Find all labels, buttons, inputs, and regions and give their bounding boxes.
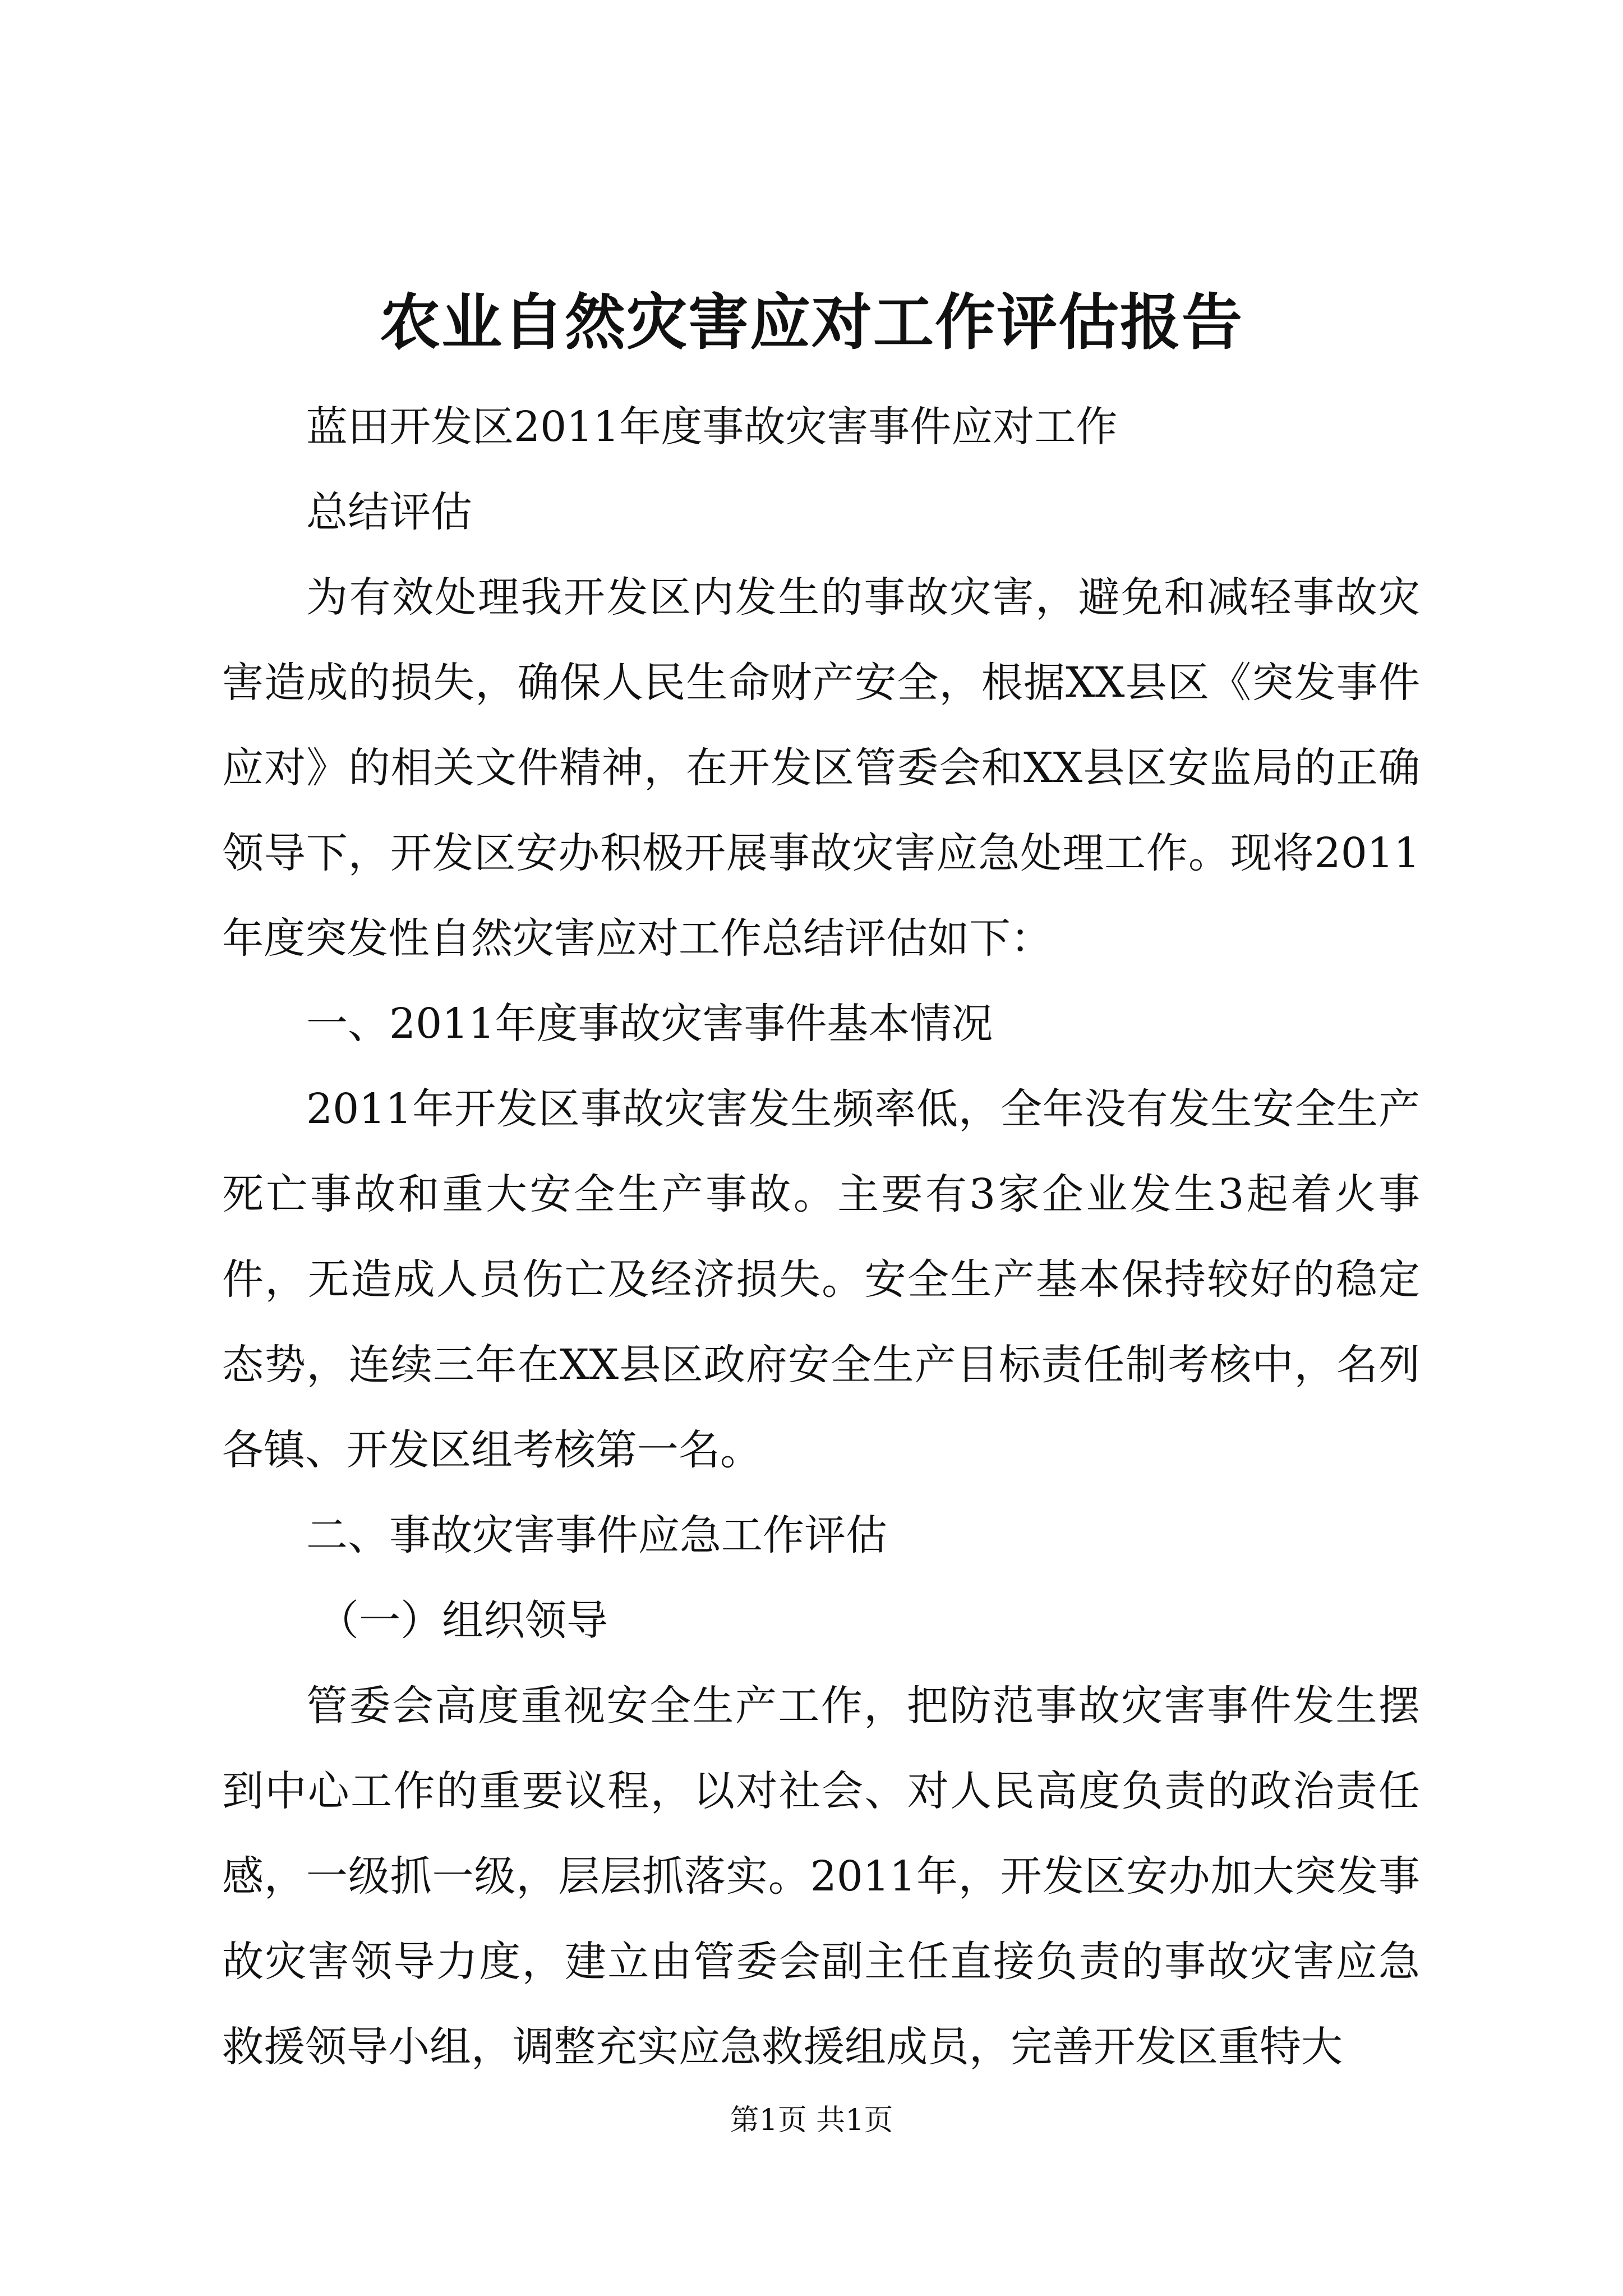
paragraph-basic-situation: 2011年开发区事故灾害发生频率低，全年没有发生安全生产死亡事故和重大安全生产事故。主要有3家企业发生3起着火事件，无造成人员伤亡及经济损失。安全生产基本保持较好的稳定态势，连续三年在XX县区政府安全生产目标责任制考核中，名列各镇、开发区组考核第一名。 — [222, 1085, 1420, 1474]
paragraph-intro: 为有效处理我开发区内发生的事故灾害，避免和减轻事故灾害造成的损失，确保人民生命财产安全，根据XX县区《突发事件应对》的相关文件精神，在开发区管委会和XX县区安监局的正确领导下，开发区安办积极开展事故灾害应急处理工作。现将2011年度突发性自然灾害应对工作总结评估如下： — [222, 573, 1420, 963]
section-heading-1: 一、2011年度事故灾害事件基本情况 — [306, 1000, 993, 1048]
document-title: 农业自然灾害应对工作评估报告 — [379, 287, 1243, 358]
paragraph-subtitle-line2: 总结评估 — [306, 488, 472, 536]
document-body — [222, 384, 1420, 2090]
section-heading-2: 二、事故灾害事件应急工作评估 — [306, 1511, 887, 1559]
paragraph-organization: 管委会高度重视安全生产工作，把防范事故灾害事件发生摆到中心工作的重要议程，以对社会、对人民高度负责的政治责任感，一级抓一级，层层抓落实。2011年，开发区安办加大突发事故灾害领导力度，建立由管委会副主任直接负责的事故灾害应急救援领导小组，调整充实应急救援组成员，完善开发区重特大 — [222, 1682, 1420, 2071]
paragraph-subtitle-line1: 蓝田开发区2011年度事故灾害事件应对工作 — [306, 403, 1118, 451]
subsection-heading-1: （一）组织领导 — [317, 1596, 608, 1645]
page-footer: 第1页 共1页 — [730, 2104, 893, 2137]
